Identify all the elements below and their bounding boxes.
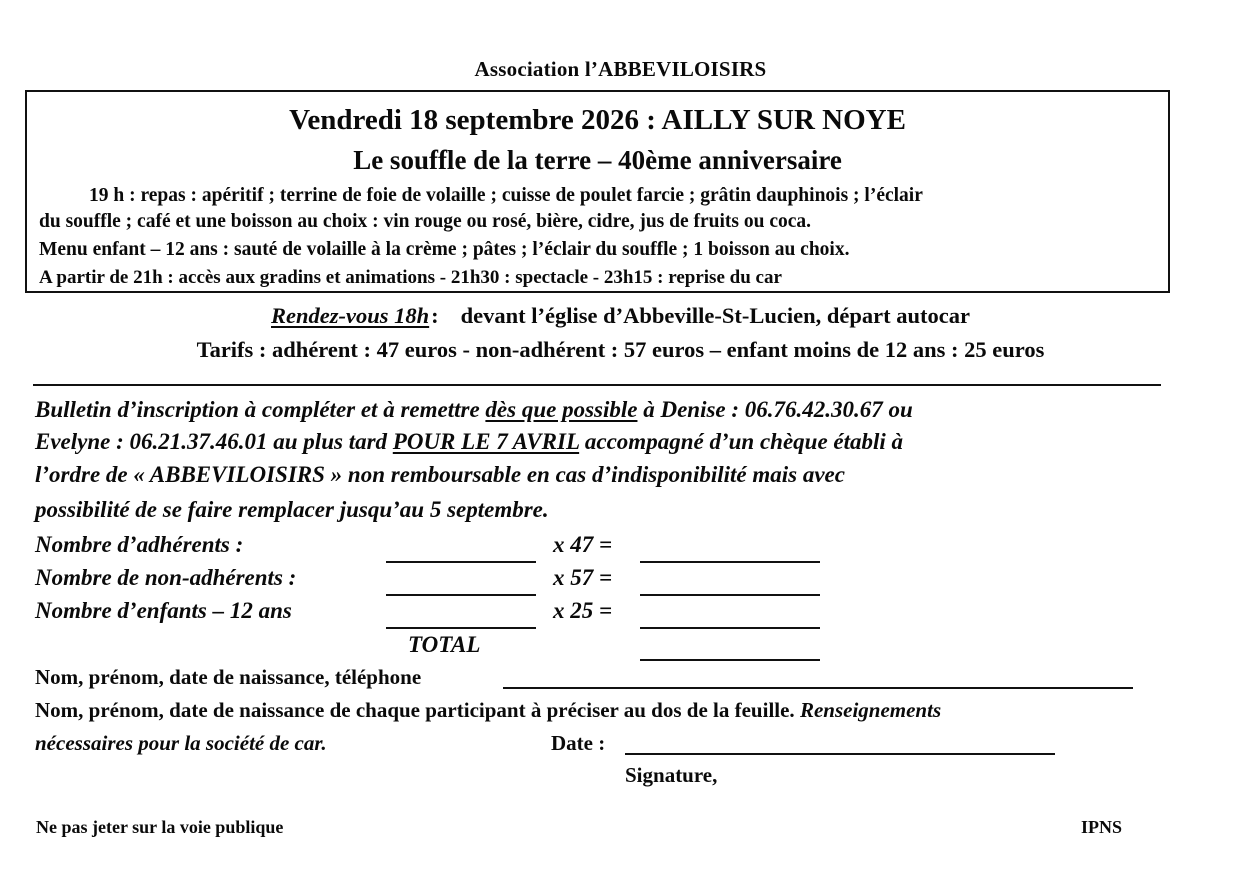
name-phone-label: Nom, prénom, date de naissance, téléphone <box>35 665 422 689</box>
input-blank-non-members-count[interactable] <box>386 594 536 596</box>
bulletin-text-1b: à Denise : 06.76.42.30.67 ou <box>637 397 913 422</box>
menu-line-schedule: A partir de 21h : accès aux gradins et animations - 21h30 : spectacle - 23h15 : reprise du car <box>39 267 782 288</box>
meeting-time-label: Rendez-vous 18h <box>271 303 430 328</box>
association-title: Association l’ABBEVILOISIRS <box>474 57 767 81</box>
participants-note-continued: nécessaires pour la société de car. <box>35 731 327 755</box>
menu-line-dinner-1: 19 h : repas : apéritif ; terrine de foie de volaille ; cuisse de poulet farcie ; grâtin dauphinois ; l’éclair <box>89 185 923 206</box>
bulletin-line-1 <box>35 397 913 423</box>
input-blank-members-count[interactable] <box>386 561 536 563</box>
meeting-colon: : <box>431 303 439 328</box>
input-blank-members-amount[interactable] <box>640 561 820 563</box>
footer-ipns: IPNS <box>1081 817 1123 837</box>
prices-line: Tarifs : adhérent : 47 euros - non-adhérent : 57 euros – enfant moins de 12 ans : 25 euros <box>196 337 1045 362</box>
signature-label: Signature, <box>625 763 718 787</box>
participants-note-emphasis: Renseignements <box>799 698 942 722</box>
menu-line-dinner-2: du souffle ; café et une boisson au choix : vin rouge ou rosé, bière, cidre, jus de fruits ou coca. <box>39 211 812 232</box>
section-divider <box>33 384 1161 386</box>
bulletin-line-2 <box>35 429 903 455</box>
bulletin-line-3: l’ordre de « ABBEVILOISIRS » non remboursable en cas d’indisponibilité mais avec <box>35 462 845 487</box>
input-blank-children-amount[interactable] <box>640 627 820 629</box>
row-label-non-members: Nombre de non-adhérents : <box>35 565 297 590</box>
row-multiplier-members: x 47 = <box>553 532 613 557</box>
date-label: Date : <box>551 731 606 755</box>
total-label: TOTAL <box>408 632 481 657</box>
event-date-location-title: Vendredi 18 septembre 2026 : AILLY SUR NOYE <box>289 104 906 136</box>
event-details-box <box>25 90 1170 293</box>
row-label-children: Nombre d’enfants – 12 ans <box>35 598 292 623</box>
input-blank-date[interactable] <box>625 753 1055 755</box>
bulletin-text-1a: Bulletin d’inscription à compléter et à remettre <box>35 397 486 422</box>
input-blank-name-phone[interactable] <box>503 687 1133 689</box>
participants-note-line <box>35 698 941 723</box>
participants-note-text: Nom, prénom, date de naissance de chaque participant à préciser au dos de la feuille. <box>35 698 800 722</box>
event-show-title: Le souffle de la terre – 40ème anniversaire <box>353 145 842 175</box>
footer-disposal-notice: Ne pas jeter sur la voie publique <box>36 817 284 837</box>
input-blank-total-amount[interactable] <box>640 659 820 661</box>
row-multiplier-non-members: x 57 = <box>553 565 613 590</box>
bulletin-emphasis-asap: dès que possible <box>485 397 638 422</box>
meeting-point-line <box>0 303 1241 329</box>
input-blank-children-count[interactable] <box>386 627 536 629</box>
menu-line-child: Menu enfant – 12 ans : sauté de volaille à la crème ; pâtes ; l’éclair du souffle ; 1 boisson au choix. <box>39 239 850 260</box>
meeting-place-text: devant l’église d’Abbeville-St-Lucien, départ autocar <box>460 303 970 328</box>
input-blank-non-members-amount[interactable] <box>640 594 820 596</box>
bulletin-emphasis-deadline: POUR LE 7 AVRIL <box>392 429 580 454</box>
bulletin-line-4: possibilité de se faire remplacer jusqu’au 5 septembre. <box>35 497 549 522</box>
row-multiplier-children: x 25 = <box>553 598 613 623</box>
row-label-members: Nombre d’adhérents : <box>35 532 244 557</box>
bulletin-text-2a: Evelyne : 06.21.37.46.01 au plus tard <box>35 429 393 454</box>
bulletin-text-2b: accompagné d’un chèque établi à <box>579 429 904 454</box>
